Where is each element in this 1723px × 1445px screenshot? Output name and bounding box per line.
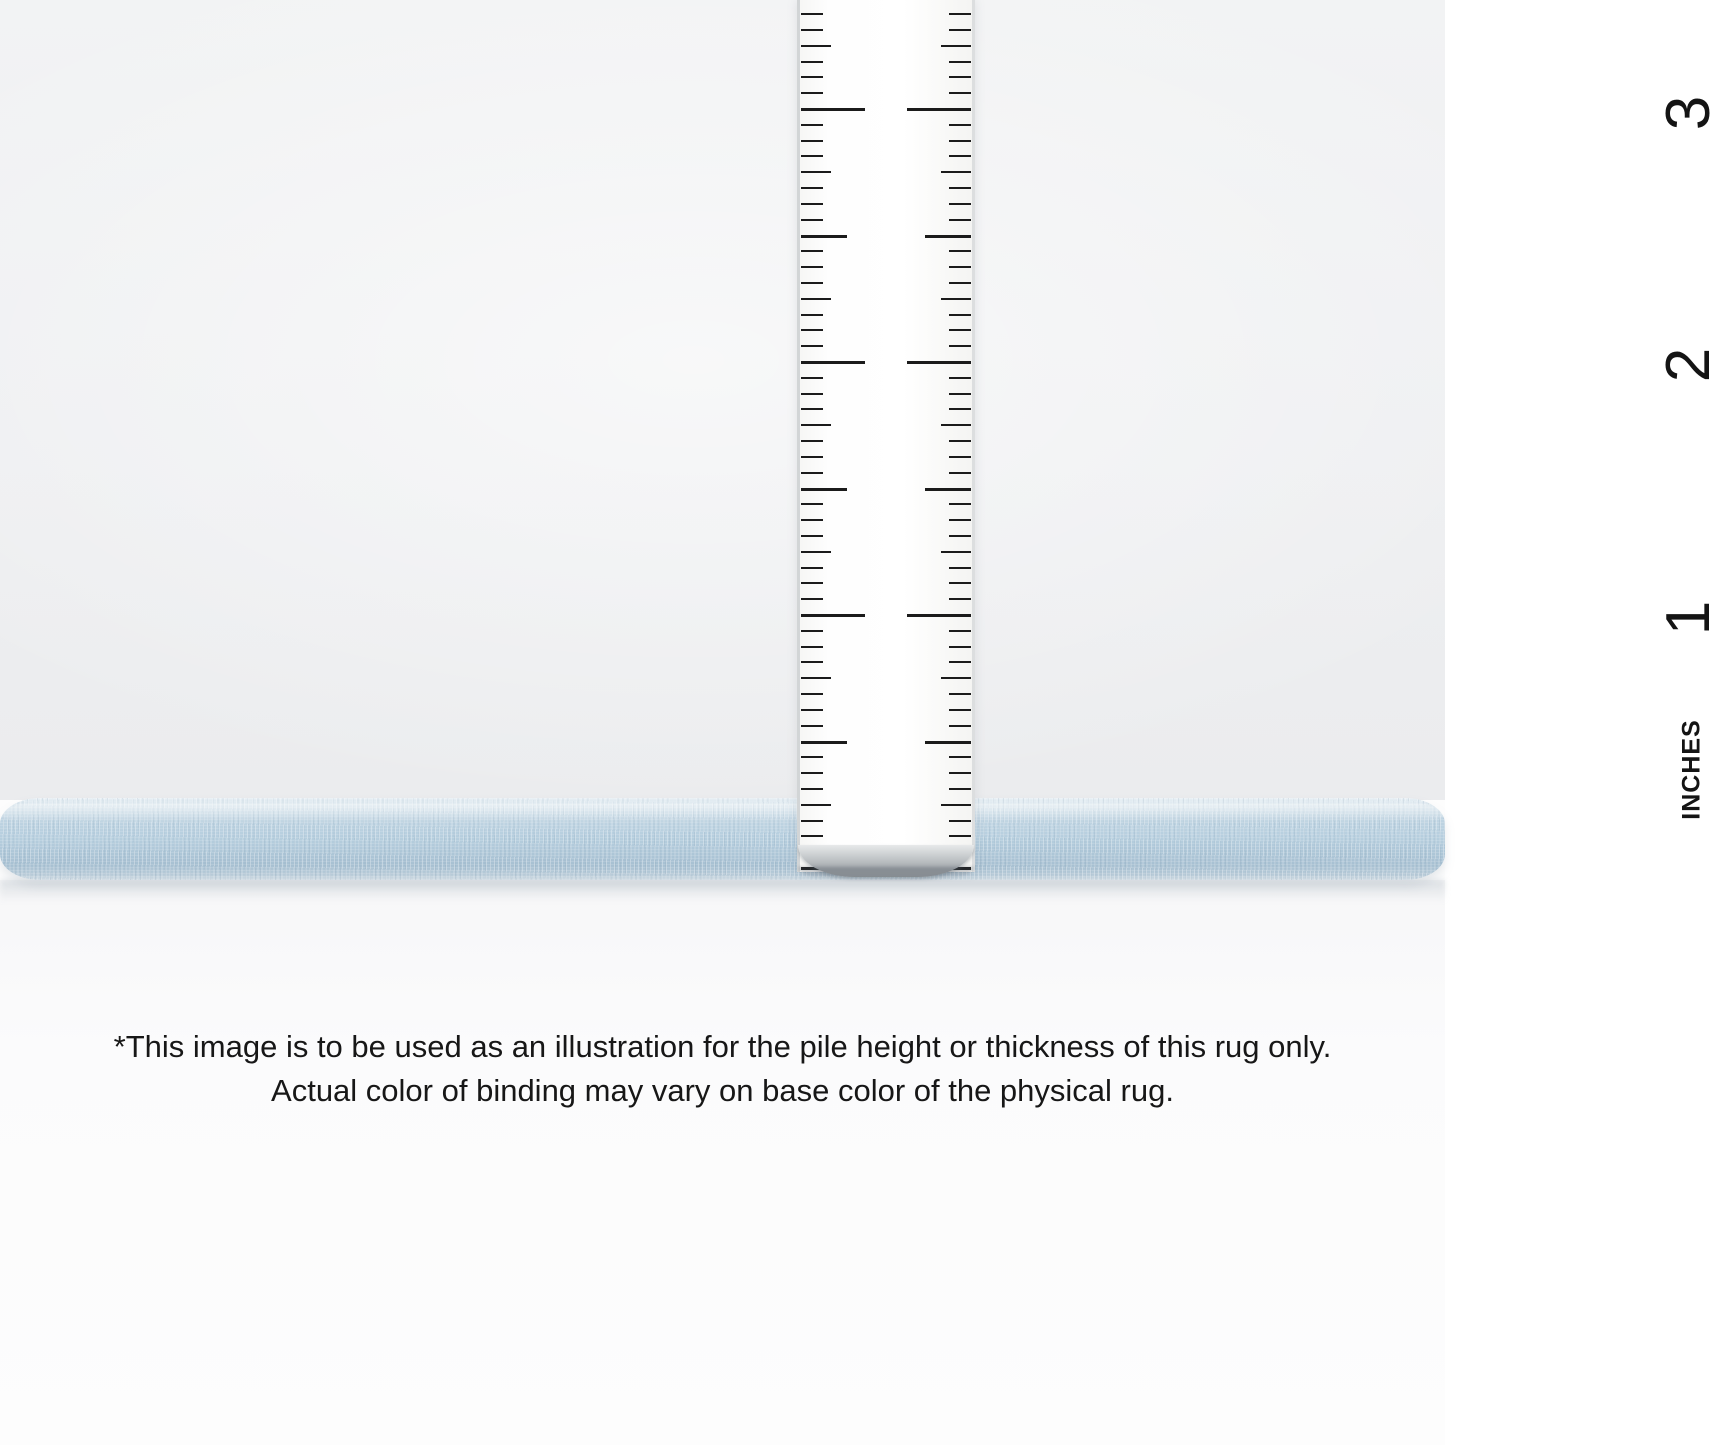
ruler-tick-tiny <box>801 266 823 268</box>
ruler-tick-major <box>907 361 971 364</box>
ruler-tick-tiny <box>949 408 971 410</box>
ruler-tick-tiny <box>949 13 971 15</box>
ruler-tick-tiny <box>949 456 971 458</box>
tape-number-3: 3 <box>1654 95 1723 131</box>
ruler-tick-tiny <box>801 377 823 379</box>
ruler-tick-tiny <box>801 519 823 521</box>
ruler-tick-tiny <box>949 345 971 347</box>
ruler-tick-minor <box>941 677 971 679</box>
ruler-tick-tiny <box>949 598 971 600</box>
ruler-tick-tiny <box>801 187 823 189</box>
ruler-tick-tiny <box>801 756 823 758</box>
ruler-tick-major <box>801 614 865 617</box>
ruler-tick-tiny <box>801 29 823 31</box>
ruler-tick-tiny <box>801 345 823 347</box>
tape-number-1: 1 <box>1654 600 1723 636</box>
ruler-tick-tiny <box>801 661 823 663</box>
ruler-tick-tiny <box>949 630 971 632</box>
ruler-tick-tiny <box>949 503 971 505</box>
ruler-tick-tiny <box>801 820 823 822</box>
ruler-tick-tiny <box>801 440 823 442</box>
ruler-tick-tiny <box>801 155 823 157</box>
ruler-tick-half <box>925 488 971 491</box>
ruler-tick-minor <box>801 298 831 300</box>
ruler-tick-minor <box>801 171 831 173</box>
rug-binding-edge <box>0 795 1445 887</box>
ruler-tick-half <box>801 741 847 744</box>
ruler-tick-minor <box>941 171 971 173</box>
ruler-tick-tiny <box>801 693 823 695</box>
ruler-tick-tiny <box>801 772 823 774</box>
ruler-tick-major <box>907 108 971 111</box>
tape-right-edge <box>972 0 975 872</box>
ruler-tick-tiny <box>801 219 823 221</box>
caption-line-2: Actual color of binding may vary on base color of the physical rug. <box>271 1073 1174 1109</box>
ruler-tick-tiny <box>949 266 971 268</box>
tape-number-2: 2 <box>1654 347 1723 383</box>
ruler-tick-tiny <box>949 693 971 695</box>
ruler-tick-tiny <box>801 329 823 331</box>
disclaimer-caption <box>0 1025 1445 1113</box>
tape-inches-label: INCHES <box>1677 719 1706 820</box>
ruler-tick-tiny <box>801 835 823 837</box>
ruler-tick-tiny <box>801 709 823 711</box>
ruler-tick-tiny <box>801 250 823 252</box>
backdrop-vignette <box>0 0 1445 800</box>
rug-top-highlight <box>0 803 1445 823</box>
ruler-tick-tiny <box>801 788 823 790</box>
ruler-tick-tiny <box>801 630 823 632</box>
ruler-tick-tiny <box>949 187 971 189</box>
ruler-tick-tiny <box>949 646 971 648</box>
ruler-tick-tiny <box>949 835 971 837</box>
ruler-tick-tiny <box>949 29 971 31</box>
ruler-tick-tiny <box>949 519 971 521</box>
ruler-tick-tiny <box>949 788 971 790</box>
ruler-tick-tiny <box>949 709 971 711</box>
ruler-tick-minor <box>801 424 831 426</box>
ruler-tick-tiny <box>949 219 971 221</box>
ruler-tick-major <box>907 614 971 617</box>
ruler-tick-tiny <box>949 582 971 584</box>
rug-contact-shadow <box>0 880 1445 902</box>
ruler-tick-tiny <box>949 772 971 774</box>
ruler-tick-tiny <box>949 661 971 663</box>
ruler-tick-tiny <box>801 598 823 600</box>
ruler-tick-minor <box>941 45 971 47</box>
ruler-tick-tiny <box>801 13 823 15</box>
ruler-tick-tiny <box>949 472 971 474</box>
ruler-tick-half <box>925 235 971 238</box>
ruler-tick-minor <box>801 677 831 679</box>
tape-measure-metal-tip <box>798 845 974 879</box>
ruler-tick-tiny <box>949 282 971 284</box>
tape-tip-shadow <box>798 867 974 881</box>
ruler-tick-tiny <box>949 756 971 758</box>
ruler-tick-tiny <box>801 61 823 63</box>
ruler-tick-tiny <box>801 582 823 584</box>
ruler-tick-tiny <box>949 140 971 142</box>
ruler-tick-tiny <box>949 329 971 331</box>
ruler-tick-major <box>801 361 865 364</box>
ruler-tick-tiny <box>801 535 823 537</box>
ruler-tick-half <box>801 488 847 491</box>
ruler-tick-tiny <box>801 314 823 316</box>
ruler-tick-tiny <box>949 76 971 78</box>
ruler-tick-minor <box>801 45 831 47</box>
ruler-tick-minor <box>801 804 831 806</box>
ruler-tick-major <box>801 108 865 111</box>
caption-line-1: *This image is to be used as an illustration for the pile height or thickness of this rug only. <box>113 1029 1332 1064</box>
ruler-tick-half <box>801 235 847 238</box>
ruler-tick-tiny <box>949 567 971 569</box>
ruler-tick-tiny <box>801 725 823 727</box>
ruler-tick-minor <box>941 804 971 806</box>
ruler-tick-tiny <box>801 393 823 395</box>
ruler-tick-minor <box>801 551 831 553</box>
ruler-tick-minor <box>941 551 971 553</box>
ruler-tick-tiny <box>801 282 823 284</box>
ruler-tick-tiny <box>949 725 971 727</box>
ruler-tick-minor <box>941 298 971 300</box>
ruler-tick-tiny <box>949 155 971 157</box>
ruler-tick-tiny <box>949 92 971 94</box>
ruler-tick-tiny <box>801 124 823 126</box>
ruler-tick-tiny <box>949 820 971 822</box>
ruler-tick-tiny <box>949 203 971 205</box>
ruler-tick-tiny <box>801 203 823 205</box>
ruler-tick-tiny <box>801 408 823 410</box>
tape-measure <box>797 0 1723 872</box>
ruler-tick-tiny <box>949 393 971 395</box>
ruler-tick-tiny <box>949 314 971 316</box>
ruler-tick-tiny <box>949 377 971 379</box>
ruler-tick-tiny <box>949 61 971 63</box>
ruler-tick-minor <box>941 424 971 426</box>
ruler-tick-tiny <box>801 456 823 458</box>
ruler-tick-tiny <box>801 567 823 569</box>
ruler-tick-tiny <box>801 92 823 94</box>
ruler-tick-tiny <box>801 76 823 78</box>
ruler-tick-tiny <box>949 250 971 252</box>
ruler-tick-tiny <box>801 646 823 648</box>
floor-surface <box>0 880 1445 1445</box>
tape-left-edge <box>797 0 800 872</box>
ruler-tick-half <box>925 741 971 744</box>
ruler-tick-tiny <box>949 535 971 537</box>
ruler-tick-tiny <box>801 140 823 142</box>
ruler-tick-tiny <box>949 440 971 442</box>
ruler-tick-tiny <box>801 472 823 474</box>
ruler-tick-tiny <box>801 503 823 505</box>
ruler-tick-tiny <box>949 124 971 126</box>
